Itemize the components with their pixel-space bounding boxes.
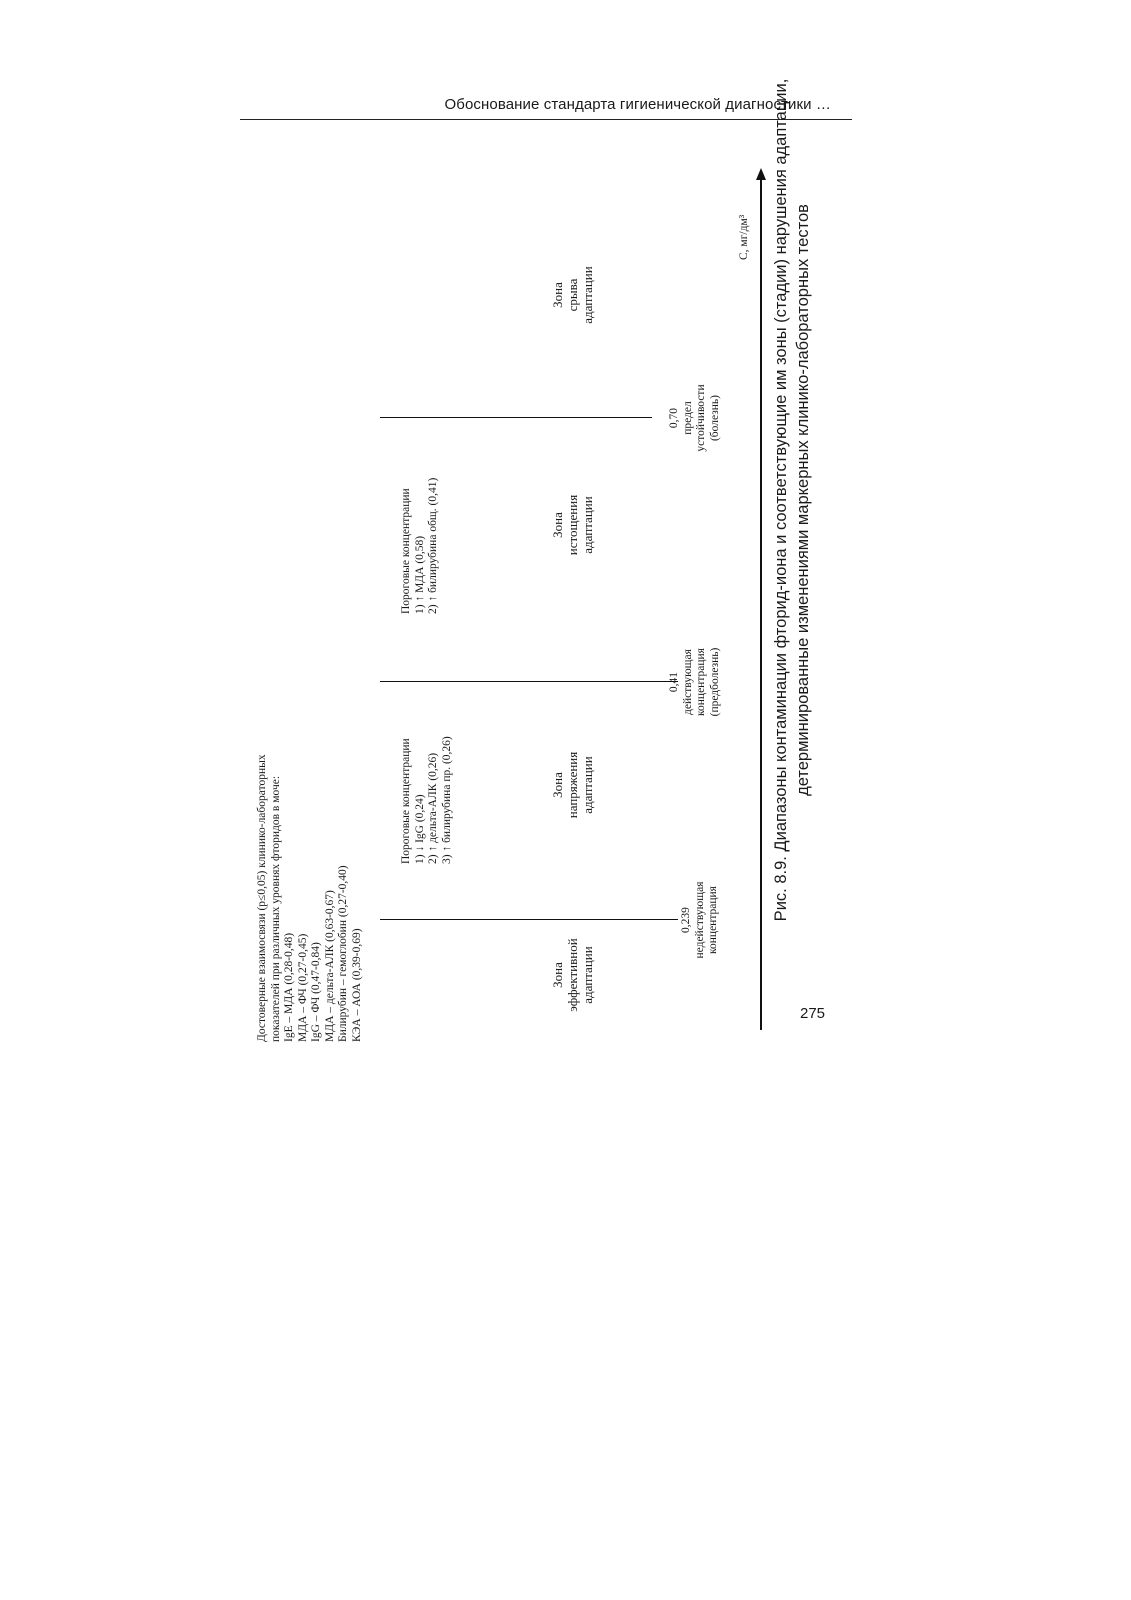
thresholds-line: Пороговые концентрации <box>400 738 412 864</box>
zone-line: Зона <box>550 512 565 538</box>
marker-value: 0,239 <box>680 907 692 933</box>
zone-effective-adaptation <box>550 920 595 1030</box>
page-number: 275 <box>800 1005 826 1022</box>
correlations-line: показателей при различных уровнях фторидов в моче: <box>269 775 282 1042</box>
correlations-line: Достоверные взаимосвязи (p≤0,05) клинико-лабораторных <box>256 754 268 1042</box>
marker-line: устойчивости <box>695 384 707 452</box>
thresholds-line: 1) ↓ IgG (0,24) <box>413 794 426 864</box>
zone-line: эффективной <box>565 938 580 1012</box>
thresholds-line: 2) ↑ дельта-АЛК (0,26) <box>427 752 439 864</box>
boundary-line-041 <box>380 681 678 682</box>
figure-caption-text <box>770 0 830 1000</box>
figure-caption <box>770 0 830 1000</box>
marker-0239 <box>680 870 721 970</box>
zone-line: адаптации <box>580 266 595 324</box>
marker-line: (болезнь) <box>708 394 721 442</box>
adaptation-zones-diagram <box>250 150 850 1050</box>
header-rule <box>240 119 852 120</box>
correlations-line: IgG – ФЧ (0,47-0,84) <box>310 942 322 1042</box>
correlations-line: МДА – дельта-АЛК (0,63-0,67) <box>323 890 336 1042</box>
zone-line: истощения <box>565 494 580 556</box>
correlations-line: КЭА – АОА (0,39-0,69) <box>350 928 363 1042</box>
zone-line: адаптации <box>580 756 595 814</box>
zone-line: адаптации <box>580 946 595 1004</box>
thresholds-block-1 <box>400 736 454 864</box>
zone-exhaustion-adaptation <box>550 470 595 580</box>
zone-line: срыва <box>565 278 580 312</box>
boundary-line-070 <box>380 417 652 418</box>
axis-label: С, мг/дм³ <box>738 214 750 260</box>
zone-failure-adaptation <box>550 240 595 350</box>
caption-line-2: детерминированные изменениями маркерных клинико-лабораторных тестов <box>794 204 812 796</box>
thresholds-line: Пороговые концентрации <box>400 488 412 614</box>
marker-value: 0,41 <box>668 671 680 693</box>
marker-value: 0,70 <box>668 407 680 429</box>
marker-line: концентрация <box>707 886 719 954</box>
marker-070 <box>668 368 722 468</box>
marker-041 <box>668 632 722 732</box>
correlations-line: IgE – МДА (0,28-0,48) <box>283 932 295 1042</box>
thresholds-line: 3) ↑ билирубина пр. (0,26) <box>440 736 453 864</box>
zone-line: Зона <box>550 962 565 988</box>
concentration-axis <box>760 178 762 1030</box>
diagram-canvas <box>250 150 850 1050</box>
zone-tension-adaptation <box>550 730 595 840</box>
caption-line-1: Рис. 8.9. Диапазоны контаминации фторид-иона и соответствующие им зоны (стадии) нарушения адаптации, <box>772 78 790 922</box>
marker-line: концентрация <box>695 648 707 716</box>
boundary-line-0239 <box>380 919 678 920</box>
marker-line: недействующая <box>693 881 706 959</box>
zone-line: напряжения <box>565 751 580 819</box>
correlations-line: МДА – ФЧ (0,27-0,45) <box>296 933 309 1042</box>
marker-line: предел <box>681 401 694 435</box>
marker-line: (предболезнь) <box>708 647 721 717</box>
zone-line: адаптации <box>580 496 595 554</box>
axis-arrow-icon <box>756 168 766 180</box>
running-title: Обоснование стандарта гигиенической диагностики … <box>444 96 831 113</box>
zone-line: Зона <box>550 772 565 798</box>
thresholds-block-2 <box>400 478 441 614</box>
thresholds-line: 2) ↑ билирубина общ. (0,41) <box>427 477 439 614</box>
correlations-block <box>256 754 364 1042</box>
marker-line: действующая <box>681 649 694 715</box>
zone-line: Зона <box>550 282 565 308</box>
thresholds-line: 1) ↑ МДА (0,58) <box>413 535 426 614</box>
correlations-line: Билирубин – гемоглобин (0,27-0,40) <box>337 865 349 1042</box>
